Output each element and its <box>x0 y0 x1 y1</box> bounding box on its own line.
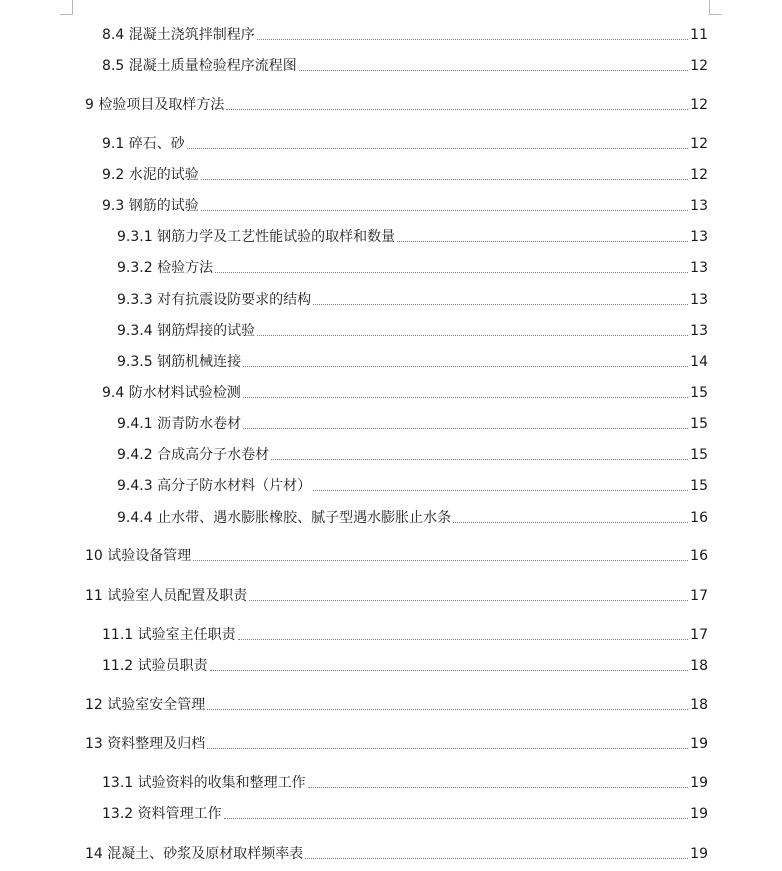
margin-corner-mark-right <box>709 0 722 15</box>
toc-entry[interactable] <box>117 318 708 340</box>
toc-entry-title: 9.3.3 对有抗震设防要求的结构 <box>117 292 312 308</box>
toc-entry-page-number: 15 <box>690 416 708 432</box>
toc-entry-title: 9.3.1 钢筋力学及工艺性能试验的取样和数量 <box>117 229 396 245</box>
toc-dot-leader <box>243 427 688 429</box>
toc-entry-title: 11 试验室人员配置及职责 <box>85 588 248 604</box>
toc-dot-leader <box>397 240 688 242</box>
margin-corner-mark-left <box>60 0 73 15</box>
toc-entry[interactable] <box>102 162 708 184</box>
toc-dot-leader <box>201 178 688 180</box>
toc-dot-leader <box>257 334 688 336</box>
toc-entry[interactable] <box>117 442 708 464</box>
toc-entry-page-number: 18 <box>690 658 708 674</box>
toc-entry-page-number: 13 <box>690 292 708 308</box>
toc-entry-title: 13.2 资料管理工作 <box>102 806 222 822</box>
toc-entry[interactable] <box>85 692 708 714</box>
toc-entry[interactable] <box>85 731 708 753</box>
toc-dot-leader <box>313 489 688 491</box>
toc-entry[interactable] <box>117 505 708 527</box>
toc-entry-page-number: 13 <box>690 260 708 276</box>
toc-dot-leader <box>305 857 688 859</box>
toc-entry[interactable] <box>102 53 708 75</box>
toc-entry-page-number: 13 <box>690 198 708 214</box>
toc-entry[interactable] <box>117 255 708 277</box>
toc-entry-page-number: 15 <box>690 385 708 401</box>
toc-entry-title: 13.1 试验资料的收集和整理工作 <box>102 775 306 791</box>
toc-dot-leader <box>238 638 689 640</box>
toc-dot-leader <box>215 271 688 273</box>
toc-dot-leader <box>313 303 688 305</box>
toc-entry-title: 9 检验项目及取样方法 <box>85 97 225 113</box>
toc-entry-page-number: 11 <box>690 27 708 43</box>
toc-entry[interactable] <box>102 622 708 644</box>
toc-entry-page-number: 19 <box>690 846 708 862</box>
toc-entry-page-number: 12 <box>690 58 708 74</box>
toc-entry-page-number: 16 <box>690 510 708 526</box>
toc-entry-page-number: 12 <box>690 97 708 113</box>
toc-dot-leader <box>201 209 688 211</box>
toc-entry-title: 9.3 钢筋的试验 <box>102 198 199 214</box>
toc-entry-title: 13 资料整理及归档 <box>85 736 206 752</box>
toc-entry-page-number: 16 <box>690 548 708 564</box>
toc-entry-page-number: 18 <box>690 697 708 713</box>
toc-entry-page-number: 19 <box>690 806 708 822</box>
toc-dot-leader <box>243 396 688 398</box>
toc-entry-title: 9.4 防水材料试验检测 <box>102 385 241 401</box>
toc-entry[interactable] <box>102 193 708 215</box>
toc-entry-title: 9.4.4 止水带、遇水膨胀橡胶、腻子型遇水膨胀止水条 <box>117 510 452 526</box>
toc-entry-page-number: 17 <box>690 588 708 604</box>
toc-entry-title: 9.3.5 钢筋机械连接 <box>117 354 242 370</box>
toc-entry-title: 10 试验设备管理 <box>85 548 192 564</box>
toc-dot-leader <box>226 108 688 110</box>
toc-entry-title: 8.5 混凝土质量检验程序流程图 <box>102 58 297 74</box>
toc-entry[interactable] <box>85 543 708 565</box>
toc-entry-page-number: 12 <box>690 136 708 152</box>
toc-dot-leader <box>207 747 688 749</box>
toc-dot-leader <box>224 817 689 819</box>
toc-entry-page-number: 13 <box>690 229 708 245</box>
toc-entry[interactable] <box>117 349 708 371</box>
toc-dot-leader <box>210 669 689 671</box>
toc-entry-page-number: 17 <box>690 627 708 643</box>
toc-entry-title: 9.3.4 钢筋焊接的试验 <box>117 323 256 339</box>
toc-entry[interactable] <box>117 287 708 309</box>
toc-entry[interactable] <box>102 770 708 792</box>
toc-entry-title: 9.3.2 检验方法 <box>117 260 214 276</box>
toc-dot-leader <box>308 786 689 788</box>
toc-dot-leader <box>193 559 688 561</box>
toc-entry[interactable] <box>117 411 708 433</box>
toc-entry[interactable] <box>102 380 708 402</box>
toc-entry-page-number: 12 <box>690 167 708 183</box>
toc-dot-leader <box>249 599 688 601</box>
toc-dot-leader <box>271 458 688 460</box>
toc-entry-title: 11.1 试验室主任职责 <box>102 627 236 643</box>
toc-entry[interactable] <box>85 92 708 114</box>
toc-entry[interactable] <box>85 841 708 863</box>
toc-entry[interactable] <box>117 224 708 246</box>
toc-entry[interactable] <box>85 583 708 605</box>
toc-entry-title: 14 混凝土、砂浆及原材取样频率表 <box>85 846 304 862</box>
toc-entry-page-number: 19 <box>690 775 708 791</box>
toc-dot-leader <box>243 365 688 367</box>
toc-entry[interactable] <box>102 801 708 823</box>
toc-dot-leader <box>187 147 688 149</box>
toc-entry-title: 9.1 碎石、砂 <box>102 136 185 152</box>
toc-entry-page-number: 13 <box>690 323 708 339</box>
toc-entry[interactable] <box>117 473 708 495</box>
toc-entry-title: 9.4.2 合成高分子水卷材 <box>117 447 270 463</box>
toc-dot-leader <box>207 708 688 710</box>
toc-dot-leader <box>453 521 688 523</box>
toc-entry-title: 9.4.1 沥青防水卷材 <box>117 416 242 432</box>
toc-entry-title: 12 试验室安全管理 <box>85 697 206 713</box>
toc-entry-title: 8.4 混凝土浇筑拌制程序 <box>102 27 255 43</box>
toc-entry-title: 11.2 试验员职责 <box>102 658 208 674</box>
toc-entry-page-number: 15 <box>690 447 708 463</box>
toc-entry[interactable] <box>102 131 708 153</box>
toc-entry-page-number: 15 <box>690 478 708 494</box>
toc-entry-title: 9.4.3 高分子防水材料（片材） <box>117 478 312 494</box>
toc-entry-title: 9.2 水泥的试验 <box>102 167 199 183</box>
toc-entry[interactable] <box>102 653 708 675</box>
toc-dot-leader <box>257 38 688 40</box>
toc-dot-leader <box>299 69 688 71</box>
toc-entry[interactable] <box>102 22 708 44</box>
toc-entry-page-number: 19 <box>690 736 708 752</box>
toc-entry-page-number: 14 <box>690 354 708 370</box>
